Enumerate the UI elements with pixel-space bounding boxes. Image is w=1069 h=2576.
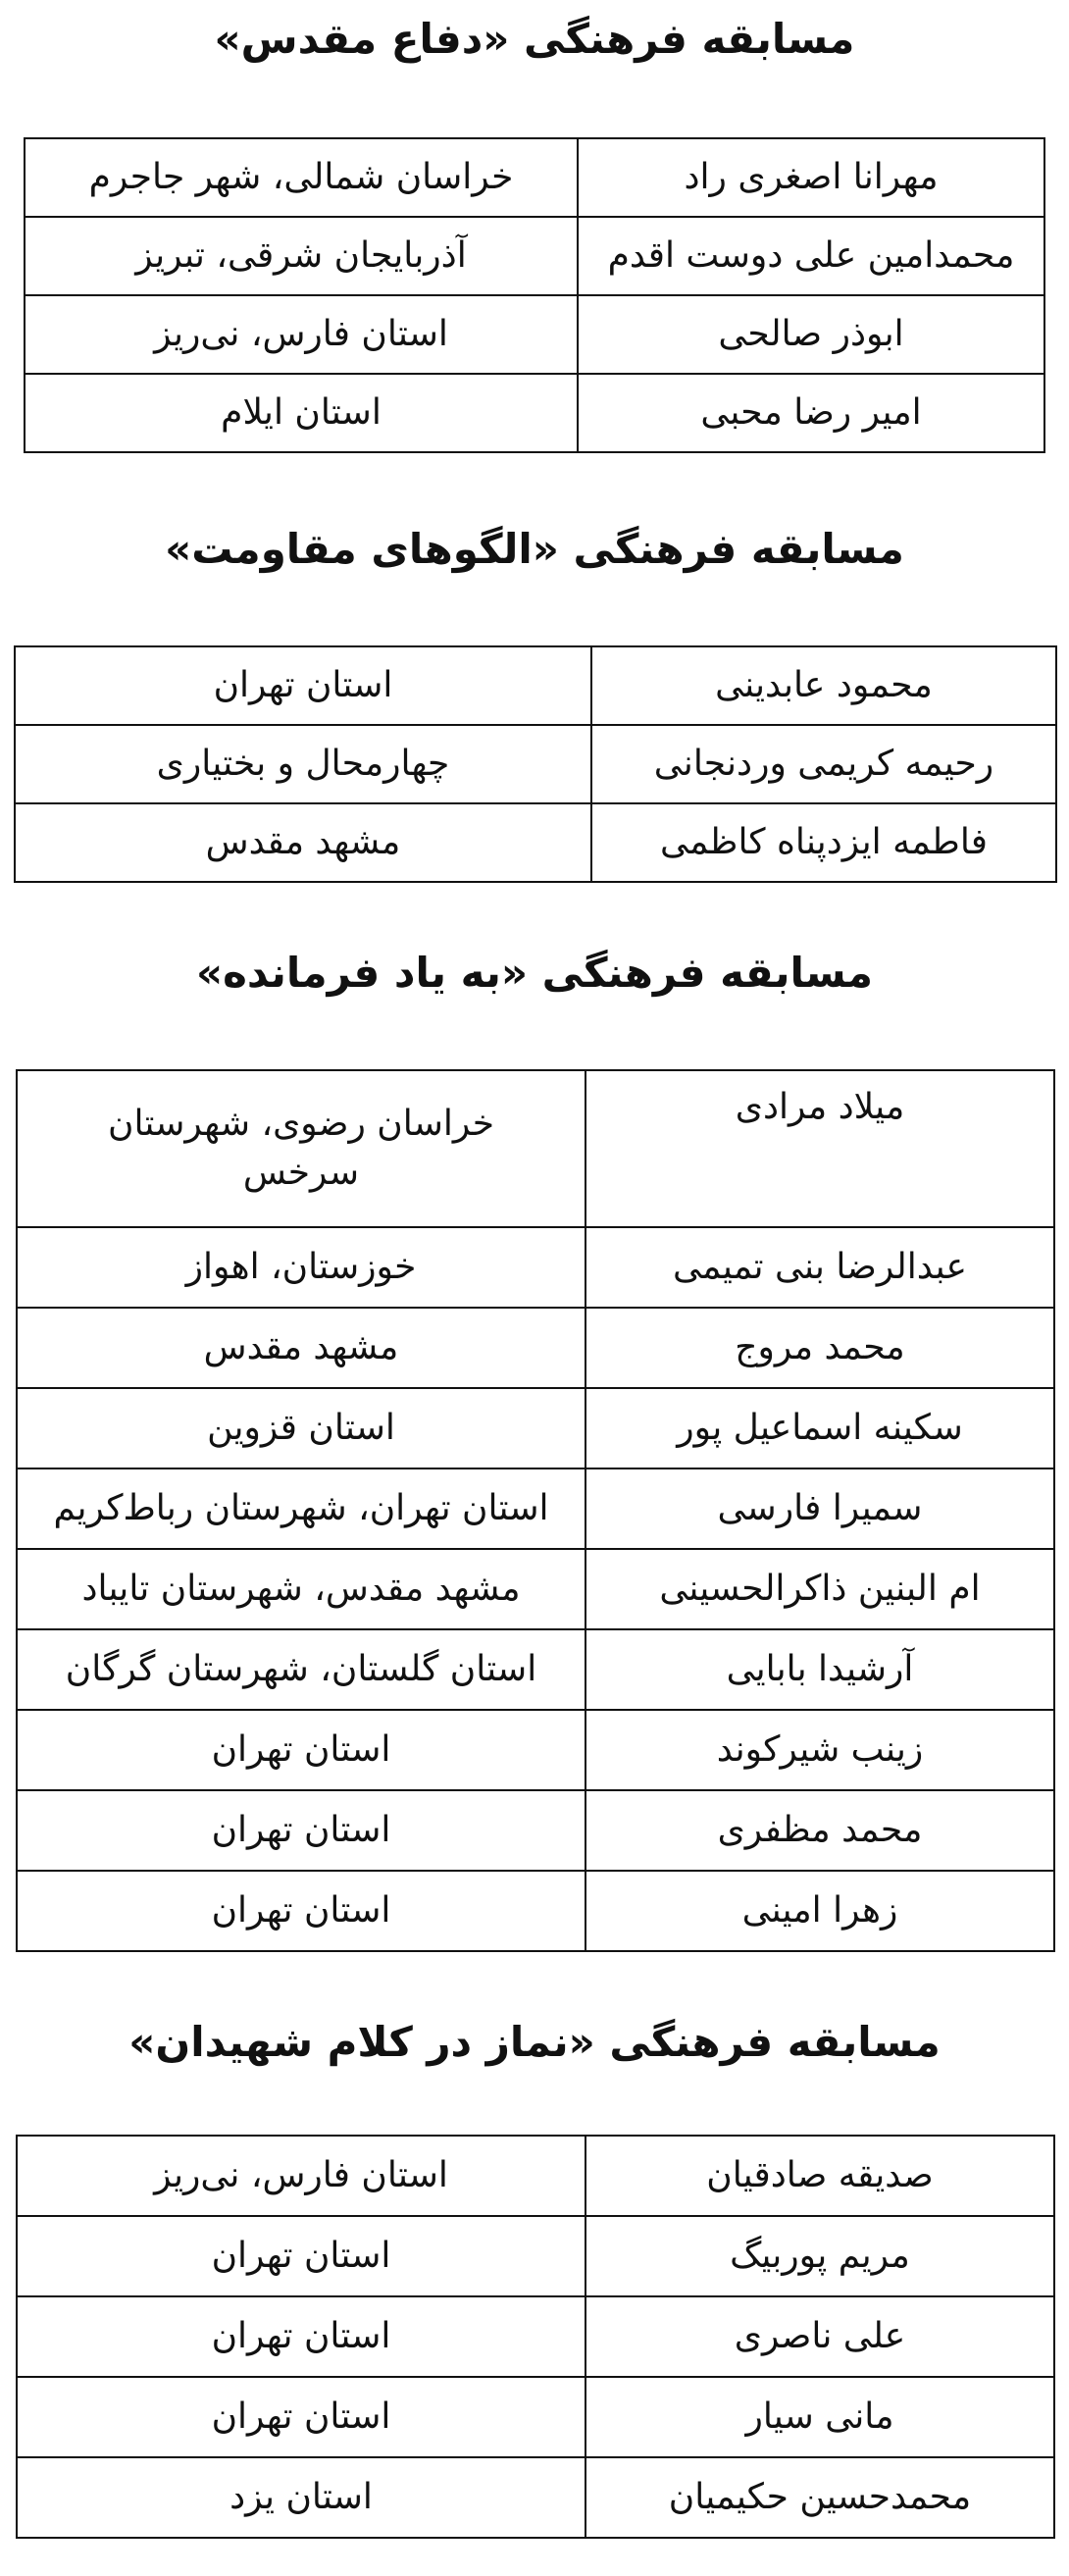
winner-location: استان فارس، نی‌ریز [25, 295, 578, 374]
table-row [17, 1227, 1054, 1308]
winner-location: استان تهران [17, 1871, 585, 1951]
table-row [25, 295, 1044, 374]
winner-location: چهارمحال و بختیاری [15, 725, 591, 803]
table-row [17, 1388, 1054, 1468]
winner-location: مشهد مقدس [15, 803, 591, 882]
table-row [25, 374, 1044, 452]
table-row [17, 2377, 1054, 2457]
winner-name: مهرانا اصغری راد [578, 138, 1044, 217]
winner-name: محمدحسین حکیمیان [585, 2457, 1054, 2538]
section-title-be-yad-farmandeh: مسابقه فرهنگی «به یاد فرمانده» [195, 949, 874, 997]
winner-name: میلاد مرادی [585, 1070, 1054, 1227]
winner-name: زهرا امینی [585, 1871, 1054, 1951]
winners-table-defa-moghaddas [24, 137, 1045, 453]
table-row [17, 1710, 1054, 1790]
table-row [17, 1468, 1054, 1549]
winner-name: سمیرا فارسی [585, 1468, 1054, 1549]
table-row [15, 646, 1056, 725]
winner-name: مریم پوربیگ [585, 2216, 1054, 2296]
winner-location: استان فارس، نی‌ریز [17, 2136, 585, 2216]
section-title-namaz-dar-kalam-shahidan: مسابقه فرهنگی «نماز در کلام شهیدان» [128, 2018, 941, 2066]
winners-table-be-yad-farmandeh [16, 1069, 1055, 1952]
winner-location: استان تهران [17, 2216, 585, 2296]
table-row [17, 1790, 1054, 1871]
winner-location: خوزستان، اهواز [17, 1227, 585, 1308]
table-row [15, 803, 1056, 882]
winner-name: سکینه اسماعیل پور [585, 1388, 1054, 1468]
winner-name: مانی سیار [585, 2377, 1054, 2457]
winner-location: استان قزوین [17, 1388, 585, 1468]
table-row [17, 1070, 1054, 1227]
winner-name: ابوذر صالحی [578, 295, 1044, 374]
table-row [17, 2136, 1054, 2216]
winners-table-namaz-dar-kalam-shahidan [16, 2135, 1055, 2539]
winner-name: امیر رضا محبی [578, 374, 1044, 452]
winner-name: صدیقه صادقیان [585, 2136, 1054, 2216]
winner-location: استان تهران [15, 646, 591, 725]
winner-location: استان ایلام [25, 374, 578, 452]
table-row [17, 1871, 1054, 1951]
winner-name: رحیمه کریمی وردنجانی [591, 725, 1056, 803]
winner-name: عبدالرضا بنی تمیمی [585, 1227, 1054, 1308]
winner-name: زینب شیرکوند [585, 1710, 1054, 1790]
table-row [17, 2216, 1054, 2296]
table-row [17, 1629, 1054, 1710]
winner-name: علی ناصری [585, 2296, 1054, 2377]
winner-name: فاطمه ایزدپناه کاظمی [591, 803, 1056, 882]
winner-name: ام البنین ذاکرالحسینی [585, 1549, 1054, 1629]
table-row [17, 1549, 1054, 1629]
winner-location: استان گلستان، شهرستان گرگان [17, 1629, 585, 1710]
table-row [17, 1308, 1054, 1388]
winner-location: آذربایجان شرقی، تبریز [25, 217, 578, 295]
winner-location: استان تهران [17, 1710, 585, 1790]
winner-location: مشهد مقدس [17, 1308, 585, 1388]
winner-name: محمد مروج [585, 1308, 1054, 1388]
winner-name: آرشیدا بابایی [585, 1629, 1054, 1710]
winner-name: محمد مظفری [585, 1790, 1054, 1871]
winner-location: استان تهران [17, 2296, 585, 2377]
winner-location: استان یزد [17, 2457, 585, 2538]
winner-name: محمود عابدینی [591, 646, 1056, 725]
section-title-defa-moghaddas: مسابقه فرهنگی «دفاع مقدس» [214, 15, 855, 63]
winner-location: مشهد مقدس، شهرستان تایباد [17, 1549, 585, 1629]
winner-location: استان تهران، شهرستان رباط‌کریم [17, 1468, 585, 1549]
winner-location: خراسان شمالی، شهر جاجرم [25, 138, 578, 217]
winner-location: خراسان رضوی، شهرستان سرخس [17, 1070, 585, 1227]
winner-location: استان تهران [17, 2377, 585, 2457]
section-title-olgoohaye-moghavemat: مسابقه فرهنگی «الگوهای مقاومت» [165, 525, 904, 573]
table-row [17, 2296, 1054, 2377]
table-row [25, 217, 1044, 295]
table-row [25, 138, 1044, 217]
winner-name: محمدامین علی دوست اقدم [578, 217, 1044, 295]
table-row [15, 725, 1056, 803]
winner-location: استان تهران [17, 1790, 585, 1871]
winners-table-olgoohaye-moghavemat [14, 645, 1057, 883]
table-row [17, 2457, 1054, 2538]
